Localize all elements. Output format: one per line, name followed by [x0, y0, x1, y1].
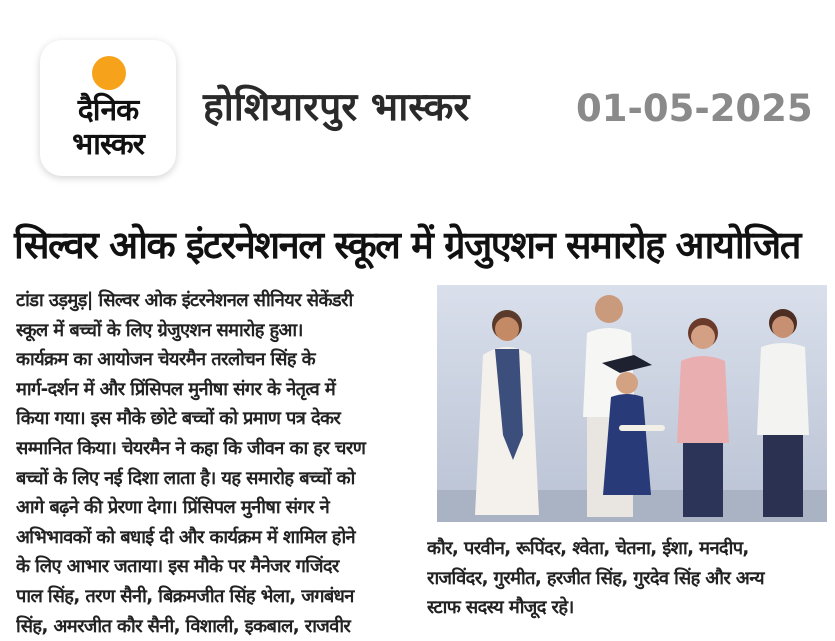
body-line: के लिए आभार जताया। इस मौके पर मैनेजर गजिंदर	[16, 556, 339, 578]
edition-title: होशियारपुर भास्कर	[203, 85, 470, 130]
body-line: आगे बढ़ने की प्रेरणा देगा। प्रिंसिपल मुनीषा संगर ने	[16, 497, 330, 519]
body-line: सिंह, अमरजीत कौर सैनी, विशाली, इकबाल, राजवीर	[16, 615, 351, 637]
body-line: टांडा उड़मुड़| सिल्वर ओक इंटरनेशनल सीनियर सेकेंडरी	[16, 290, 353, 311]
body-line: स्टाफ सदस्य मौजूद रहे।	[427, 597, 574, 619]
body-line: अभिभावकों को बधाई दी और कार्यक्रम में शामिल होने	[16, 526, 356, 548]
body-line: कार्यक्रम का आयोजन चेयरमैन तरलोचन सिंह के	[16, 349, 316, 371]
article-headline: सिल्वर ओक इंटरनेशनल स्कूल में ग्रेजुएशन समारोह आयोजित	[14, 223, 800, 267]
body-line: मार्ग-दर्शन में और प्रिंसिपल मुनीषा संगर के नेतृत्व में	[16, 378, 336, 400]
body-line: बच्चों के लिए नई दिशा लाता है। यह समारोह बच्चों को	[16, 467, 355, 489]
sun-icon	[92, 56, 126, 90]
article-body-continued	[427, 534, 827, 623]
body-line: सम्मानित किया। चेयरमैन ने कहा कि जीवन का हर चरण	[16, 437, 366, 459]
edition-date: 01-05-2025	[576, 87, 813, 130]
body-line: पाल सिंह, तरण सैनी, बिक्रमजीत सिंह भेला, जगबंधन	[16, 585, 354, 607]
logo-text-line2: भास्कर	[72, 127, 144, 162]
body-line: स्कूल में बच्चों के लिए ग्रेजुएशन समारोह हुआ।	[16, 319, 303, 341]
body-line: किया गया। इस मौके छोटे बच्चों को प्रमाण पत्र देकर	[16, 408, 341, 430]
newspaper-logo	[40, 40, 176, 176]
body-line: राजविंदर, गुरमीत, हरजीत सिंह, गुरदेव सिंह और अन्य	[427, 567, 764, 589]
body-line: कौर, परवीन, रूपिंदर, श्वेता, चेतना, ईशा, मनदीप,	[427, 538, 749, 559]
article-body	[16, 286, 428, 641]
logo-text-line1: दैनिक	[77, 93, 139, 128]
graduation-photo	[437, 285, 827, 522]
